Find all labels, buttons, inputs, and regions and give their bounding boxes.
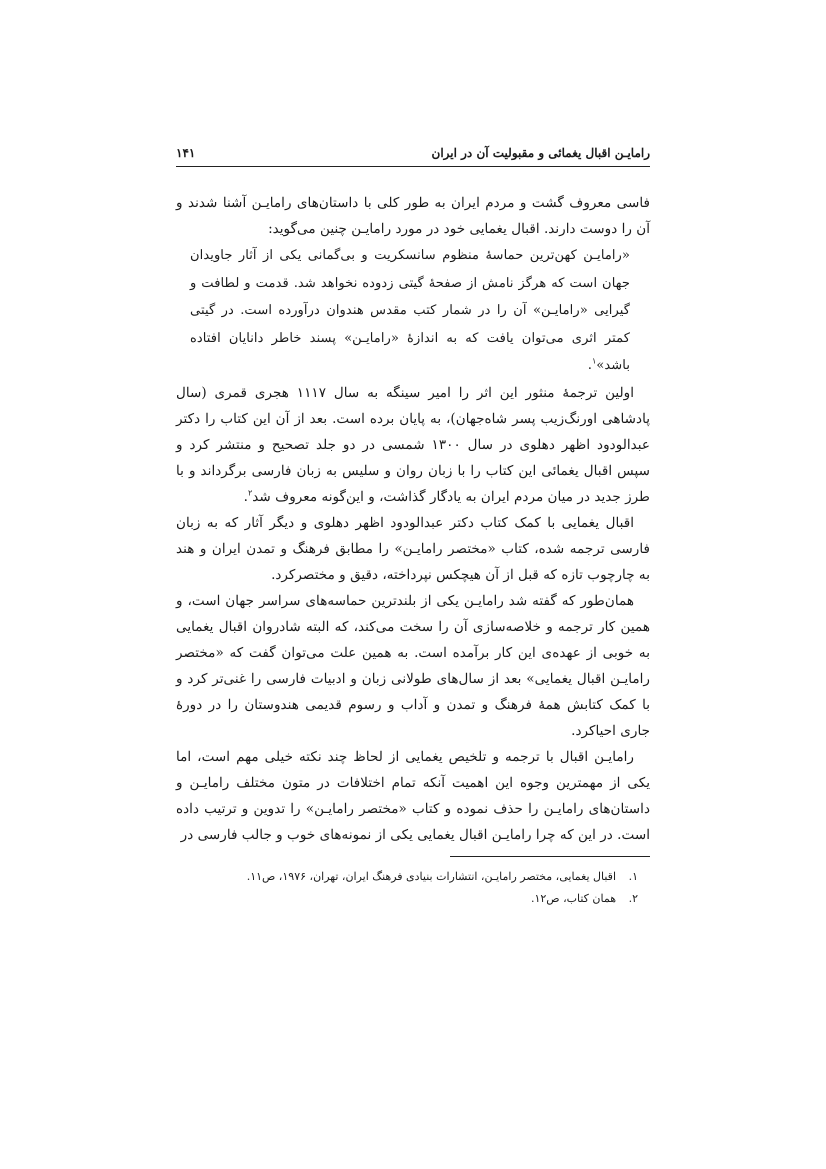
- footnote-ref: ۲: [248, 487, 253, 497]
- footnote-number: ۱.: [628, 870, 638, 883]
- page-number: ۱۴۱: [176, 146, 196, 160]
- paragraph: [176, 510, 650, 588]
- footnote-item: [176, 866, 650, 888]
- paragraph: [176, 744, 650, 848]
- quote-text: «رامایـن کهن‌ترین حماسهٔ منظوم سانسکریت و بی‌گمانی یکی از آثار جاویدان جهان است که هرگز نامش از صفحهٔ گیتی زدوده نخواهد شد. قدمت و لطافت و گیرایی «رامایـن» آن را در شمار کتب مقدس هندوان درآورده است. در گیتی کمتر اثری می‌توان یافت که به اندازهٔ «رامایـن» پسند خاطر دانایان افتاده باشد»: [190, 248, 630, 373]
- footnote-text: اقبال یغمایی، مختصر رامایـن، انتشارات بنیادی فرهنگ ایران، تهران، ۱۹۷۶، ص۱۱.: [246, 870, 616, 883]
- paragraph-text: رامایـن اقبال با ترجمه و تلخیص یغمایی از لحاظ چند نکته خیلی مهم است، اما یکی از مهمترین وجوه این اهمیت آنکه تمام اختلافات در متون مختلف رامایـن و داستان‌های رامایـن را حذف نموده و کتاب «مختصر رامایـن» را تدوین و ترتیب داده است. در این که چرا رامایـن اقبال یغمایی یکی از نمونه‌های خوب و جالب فارسی در: [176, 748, 650, 843]
- running-header: [176, 140, 650, 167]
- paragraph: [176, 588, 650, 744]
- paragraph: [176, 190, 650, 242]
- paragraph: اولین ترجمهٔ منثور این اثر را امیر سینگه به سال ۱۱۱۷ هجری قمری (سال پادشاهی اورنگ‌زیب پسر شاه‌جهان)، به پایان برده است. بعد از آن این کتاب را دکتر عبدالودود اظهر دهلوی در سال ۱۳۰۰ شمسی در دو جلد تصحیح و منتشر کرد و سپس اقبال یغمائی این کتاب را با زبان روان و سلیس به زبان فارسی برگرداند و با طرز جدید در میان مردم ایران به یادگار گذاشت، و این‌گونه معروف شد$^۲$.: [176, 384, 650, 505]
- footnotes: [176, 866, 650, 910]
- footnote-divider: [450, 856, 650, 857]
- running-title: رامایـن اقبال یغمائی و مقبولیت آن در ایران: [431, 146, 650, 160]
- paragraph-text: اقبال یغمایی با کمک کتاب دکتر عبدالودود اظهر دهلوی و دیگر آثار که به زبان فارسی ترجمه شده، کتاب «مختصر رامایـن» را مطابق فرهنگ و تمدن ایران و هند به چارچوب تازه که قبل از آن هیچکس نپرداخته، دقیق و مختصرکرد.: [176, 514, 650, 583]
- paragraph-text: فاسی معروف گشت و مردم ایران به طور کلی با داستان‌های رامایـن آشنا شدند و آن را دوست دارند. اقبال یغمایی خود در مورد رامایـن چنین می‌گوید:: [176, 195, 650, 237]
- body-text: [176, 190, 650, 848]
- footnote-item: [176, 888, 650, 910]
- footnote-number: ۲.: [628, 892, 638, 905]
- block-quote: «رامایـن کهن‌ترین حماسهٔ منظوم سانسکریت و بی‌گمانی یکی از آثار جاویدان جهان است که هرگز نامش از صفحهٔ گیتی زدوده نخواهد شد. قدمت و لطافت و گیرایی «رامایـن» آن را در شمار کتب مقدس هندوان درآورده است. در گیتی کمتر اثری می‌توان یافت که به اندازهٔ «رامایـن» پسند خاطر دانایان افتاده باشد»$^۱$.: [190, 248, 630, 373]
- footnote-text: همان کتاب، ص۱۲.: [530, 892, 616, 905]
- footnote-ref: ۱: [591, 356, 597, 366]
- paragraph-text: همان‌طور که گفته شد رامایـن یکی از بلندترین حماسه‌های سراسر جهان است، و همین کار ترجمه و خلاصه‌سازی آن را سخت می‌کند، که البته شادروان اقبال یغمایی به خوبی از عهده‌ی این کار برآمده است. به همین علت می‌توان گفت که «مختصر رامایـن اقبال یغمایی» بعد از سال‌های طولانی زبان و ادبیات فارسی را غنی‌تر کرد و با کمک کتابش همهٔ فرهنگ و تمدن و آداب و رسوم قدیمی هندوستان را در دورهٔ جاری احیاکرد.: [176, 592, 650, 739]
- paragraph-text: اولین ترجمهٔ منثور این اثر را امیر سینگه به سال ۱۱۱۷ هجری قمری (سال پادشاهی اورنگ‌زیب پسر شاه‌جهان)، به پایان برده است. بعد از آن این کتاب را دکتر عبدالودود اظهر دهلوی در سال ۱۳۰۰ شمسی در دو جلد تصحیح و منتشر کرد و سپس اقبال یغمائی این کتاب را با زبان روان و سلیس به زبان فارسی برگرداند و با طرز جدید در میان مردم ایران به یادگار گذاشت، و این‌گونه معروف شد: [176, 384, 650, 505]
